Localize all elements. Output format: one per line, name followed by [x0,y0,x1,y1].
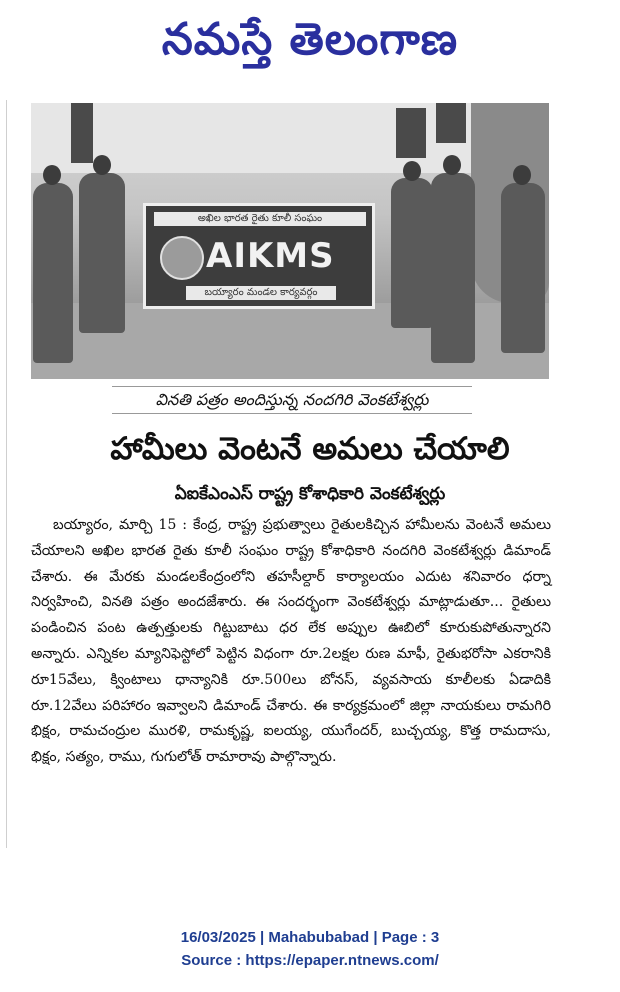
column-divider [6,100,7,848]
person [79,173,125,333]
banner-main-text: AIKMS [206,236,335,276]
flag [71,103,93,163]
person [33,183,73,363]
flag [436,103,466,143]
aikms-banner [143,203,375,309]
banner-top-text: అఖిల భారత రైతు కూలీ సంఘం [154,212,366,226]
person [431,173,475,363]
banner-bottom-text: బయ్యారం మండల కార్యవర్గం [186,286,336,300]
news-photo [31,103,549,379]
head [403,161,421,181]
banner-logo [160,236,204,280]
headline: హామీలు వెంటనే అమలు చేయాలి [110,431,510,467]
subheadline: ఏఐకేఎంఎస్ రాష్ట్ర కోశాధికారి వెంకటేశ్వర్లు [174,484,446,504]
person [501,183,545,353]
footer-date-line: 16/03/2025 | Mahabubabad | Page : 3 [180,929,440,946]
footer-source-line: Source : https://epaper.ntnews.com/ [181,952,439,969]
photo-caption: వినతి పత్రం అందిస్తున్న నందగిరి వెంకటేశ్వర్లు [112,386,472,414]
head [43,165,61,185]
masthead-title: నమస్తే తెలంగాణ [161,14,459,65]
head [93,155,111,175]
person [391,178,433,328]
head [513,165,531,185]
head [443,155,461,175]
flag [396,108,426,158]
article-body: బయ్యారం, మార్చి 15 : కేంద్ర, రాష్ట్ర ప్రభుత్వాలు రైతులకిచ్చిన హామీలను వెంటనే అమలు చేయాలని అఖిల భారత రైతు కూలీ సంఘం రాష్ట్ర కోశాధికారి నందగిరి వెంకటేశ్వర్లు డిమాండ్ చేశారు. ఈ మేరకు మండలకేంద్రంలోని తహసీల్దార్ కార్యాలయం ఎదుట శనివారం ధర్నా నిర్వహించి, వినతి పత్రం అందజేశారు. ఈ సందర్భంగా వెంకటేశ్వర్లు మాట్లాడుతూ... రైతులు పండించిన పంట ఉత్పత్తులకు గిట్టుబాటు ధర లేక అప్పుల ఊబిలో కూరుకుపోతున్నారని అన్నారు. ఎన్నికల మ్యానిఫెస్టోలో పెట్టిన విధంగా రూ.2లక్షల రుణ మాఫీ, రైతుభరోసా ఎకరానికి రూ15వేలు, క్వింటాలు ధాన్యానికి రూ.500లు బోనస్, వ్యవసాయ కూలీలకు ఏడాదికి రూ.12వేలు పరిహారం ఇవ్వాలని డిమాండ్ చేశారు. ఈ కార్యక్రమంలో జిల్లా నాయకులు రామగిరి భిక్షం, రామచంద్రుల మురళి, రామకృష్ణ, ఐలయ్య, యుగేందర్, బుచ్చయ్య, కొత్త రామదాసు, భిక్షం, సత్యం, రాము, గుగులోత్ రామారావు పాల్గొన్నారు. [31,517,551,766]
